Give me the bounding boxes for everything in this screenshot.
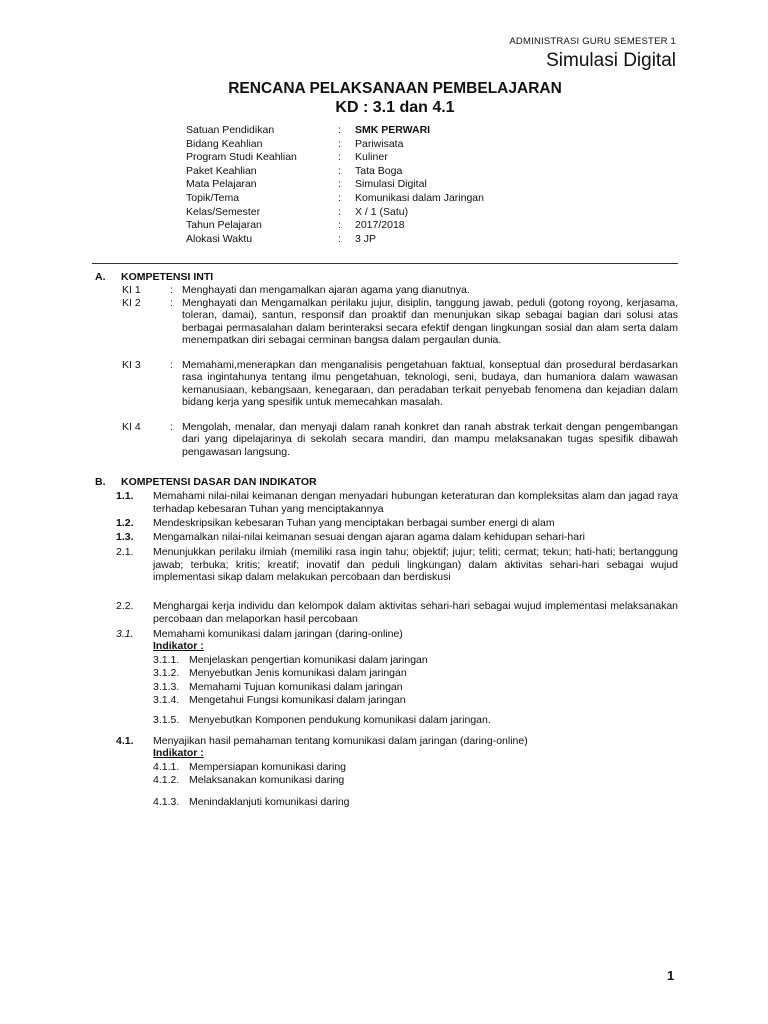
- identity-separator: :: [338, 178, 341, 191]
- kd-text: Menunjukkan perilaku ilmiah (memiliki rasa ingin tahu; objektif; jujur; teliti; cermat; tekun; hati-hati; bertanggung jawab; terbuka; kritis; kreatif; inovatif dan peduli lingkungan) dalam aktivitas sehari-hari sebagai wujud implementasi sikap dalam melakukan percobaan dan berdiskusi: [153, 546, 678, 584]
- ki-code: KI 1: [122, 284, 141, 296]
- indicator-text: Menyebutkan Komponen pendukung komunikasi dalam jaringan.: [189, 713, 491, 726]
- identity-row: [186, 192, 484, 206]
- section-a-heading: [95, 271, 213, 283]
- indicator-item: [153, 774, 350, 788]
- identity-label: Alokasi Waktu: [186, 232, 253, 245]
- kd-number: 4.1.: [116, 735, 134, 747]
- identity-separator: :: [338, 124, 341, 136]
- kd-number: 1.1.: [116, 490, 134, 502]
- indicator-text: Melaksanakan komunikasi daring: [189, 774, 345, 786]
- identity-row: [186, 165, 484, 179]
- kd-number: 1.3.: [116, 531, 134, 543]
- section-letter: A.: [95, 271, 106, 283]
- identity-label: Kelas/Semester: [186, 205, 261, 218]
- identity-row: [186, 178, 484, 192]
- kd-number: 3.1.: [116, 628, 134, 640]
- indicator-list-3-1: [153, 640, 491, 727]
- identity-label: Program Studi Keahlian: [186, 151, 297, 164]
- kd-text: Menghargai kerja individu dan kelompok dalam aktivitas sehari-hari sebagai wujud implementasi melaksanakan percobaan dan melaporkan hasil percobaan: [153, 600, 678, 625]
- identity-label: Topik/Tema: [186, 191, 240, 204]
- document-subtitle: KD : 3.1 dan 4.1: [335, 99, 455, 116]
- indicator-number: 3.1.3.: [153, 680, 180, 693]
- indicator-number: 4.1.3.: [153, 795, 180, 808]
- identity-value: Pariwisata: [355, 137, 404, 150]
- identity-value: X / 1 (Satu): [355, 205, 409, 218]
- kd-item: [116, 735, 678, 748]
- kd-item: [116, 600, 678, 625]
- identity-separator: :: [338, 232, 341, 245]
- indicator-number: 4.1.2.: [153, 774, 180, 786]
- ki-text: Menghayati dan Mengamalkan perilaku jujur, disiplin, tanggung jawab, peduli (gotong royong, kerjasama, toleran, damai), santun, responsif dan proaktif dan menunjukan sikap sebagai bagian dari solusi atas berbagai permasalahan dalam berinteraksi secara efektif dengan lingkungan sosial dan alam serta dalam menempatkan diri sebagai cerminan bangsa dalam pergaulan dunia.: [182, 297, 678, 347]
- indicator-text: Menindaklanjuti komunikasi daring: [189, 795, 350, 808]
- indicator-text: Mengetahui Fungsi komunikasi dalam jaringan: [189, 694, 406, 706]
- header-subject-title: Simulasi Digital: [546, 50, 676, 71]
- indicator-item: [153, 681, 491, 695]
- section-letter: B.: [95, 476, 106, 488]
- kd-item: [116, 517, 678, 530]
- ki-code: KI 3: [122, 359, 141, 371]
- indicator-text: Memahami Tujuan komunikasi dalam jaringan: [189, 680, 403, 693]
- identity-label: Paket Keahlian: [186, 164, 257, 177]
- identity-row: [186, 151, 484, 165]
- identity-value: 2017/2018: [355, 219, 405, 232]
- kd-text: Menyajikan hasil pemahaman tentang komunikasi dalam jaringan (daring-online): [153, 735, 528, 747]
- ki-item: [122, 359, 678, 409]
- section-title: KOMPETENSI DASAR DAN INDIKATOR: [121, 476, 317, 488]
- identity-separator: :: [338, 137, 341, 150]
- indicator-text: Menyebutkan Jenis komunikasi dalam jaringan: [189, 667, 407, 679]
- identity-separator: :: [338, 205, 341, 218]
- identity-label: Tahun Pelajaran: [186, 219, 262, 232]
- identity-separator: :: [338, 164, 341, 177]
- indicator-item: [153, 796, 350, 810]
- identity-label: Satuan Pendidikan: [186, 124, 275, 136]
- page-number: 1: [667, 968, 675, 983]
- identity-value: Simulasi Digital: [355, 178, 427, 191]
- indicator-list-4-1: [153, 747, 350, 809]
- ki-colon: :: [170, 359, 173, 371]
- identity-label: Mata Pelajaran: [186, 178, 257, 191]
- ki-colon: :: [170, 297, 173, 309]
- kd-item: [116, 628, 678, 641]
- indicator-heading: Indikator :: [153, 640, 204, 652]
- identity-value: Kuliner: [355, 151, 388, 164]
- indicator-item: [153, 667, 491, 681]
- ki-item: [122, 284, 678, 296]
- identity-value: SMK PERWARI: [355, 124, 431, 136]
- ki-colon: :: [170, 284, 173, 296]
- indicator-text: Mempersiapan komunikasi daring: [189, 760, 346, 773]
- identity-row: [186, 233, 484, 247]
- identity-separator: :: [338, 219, 341, 232]
- indicator-item: [153, 694, 491, 708]
- identity-value: Komunikasi dalam Jaringan: [355, 191, 484, 204]
- identity-row: [186, 206, 484, 220]
- indicator-heading: Indikator :: [153, 747, 204, 759]
- indicator-number: 3.1.2.: [153, 667, 180, 679]
- indicator-item: [153, 654, 491, 668]
- kd-item: [116, 546, 678, 584]
- indicator-number: 3.1.5.: [153, 713, 180, 726]
- ki-text: Menghayati dan mengamalkan ajaran agama yang dianutnya.: [182, 284, 470, 296]
- indicator-number: 4.1.1.: [153, 760, 180, 773]
- ki-code: KI 2: [122, 297, 141, 309]
- identity-separator: :: [338, 151, 341, 164]
- kd-text: Mengamalkan nilai-nilai keimanan sesuai dengan ajaran agama dalam kehidupan sehari-hari: [153, 531, 585, 543]
- identity-value: 3 JP: [355, 232, 377, 245]
- kd-item: [116, 531, 678, 544]
- ki-colon: :: [170, 421, 173, 433]
- kd-item: [116, 490, 678, 515]
- kd-text: Memahami komunikasi dalam jaringan (daring-online): [153, 628, 403, 640]
- identity-table: [186, 124, 484, 246]
- kd-text: Mendeskripsikan kebesaran Tuhan yang menciptakan berbagai sumber energi di alam: [153, 517, 555, 529]
- indicator-text: Menjelaskan pengertian komunikasi dalam jaringan: [189, 653, 428, 666]
- ki-text: Mengolah, menalar, dan menyaji dalam ranah konkret dan ranah abstrak terkait dengan pengembangan dari yang dipelajarinya di sekolah secara mandiri, dan mampu melaksanakan tugas spesifik dibawah pengawasan langsung.: [182, 421, 678, 458]
- indicator-item: [153, 714, 491, 728]
- identity-value: Tata Boga: [355, 164, 403, 177]
- section-b-heading: [95, 476, 317, 488]
- ki-code: KI 4: [122, 421, 141, 433]
- kd-number: 2.1.: [116, 546, 134, 558]
- document-title: RENCANA PELAKSANAAN PEMBELAJARAN: [228, 80, 562, 97]
- identity-row: [186, 138, 484, 152]
- kd-number: 2.2.: [116, 600, 134, 612]
- indicator-item: [153, 761, 350, 775]
- identity-row: [186, 219, 484, 233]
- section-divider: [92, 263, 678, 264]
- header-top-label: ADMINISTRASI GURU SEMESTER 1: [509, 36, 676, 47]
- indicator-number: 3.1.1.: [153, 653, 180, 666]
- kd-number: 1.2.: [116, 517, 134, 529]
- identity-label: Bidang Keahlian: [186, 137, 263, 150]
- ki-text: Memahami,menerapkan dan menganalisis pengetahuan faktual, konseptual dan prosedural berdasarkan rasa ingintahunya tentang ilmu pengetahuan, teknologi, seni, budaya, dan humaniora dalam wawasan kemanusiaan, kebangsaan, kenegaraan, dan peradaban terkait penyebab fenomena dan kejadian dalam bidang kerja yang spesifik untuk memecahkan masalah.: [182, 359, 678, 409]
- identity-row: [186, 124, 484, 138]
- indicator-number: 3.1.4.: [153, 694, 180, 706]
- section-title: KOMPETENSI INTI: [121, 271, 214, 283]
- ki-item: [122, 297, 678, 347]
- ki-item: [122, 421, 678, 458]
- kd-text: Memahami nilai-nilai keimanan dengan menyadari hubungan keteraturan dan kompleksitas alam dan jagad raya terhadap kebesaran Tuhan yang menciptakannya: [153, 490, 678, 515]
- identity-separator: :: [338, 191, 341, 204]
